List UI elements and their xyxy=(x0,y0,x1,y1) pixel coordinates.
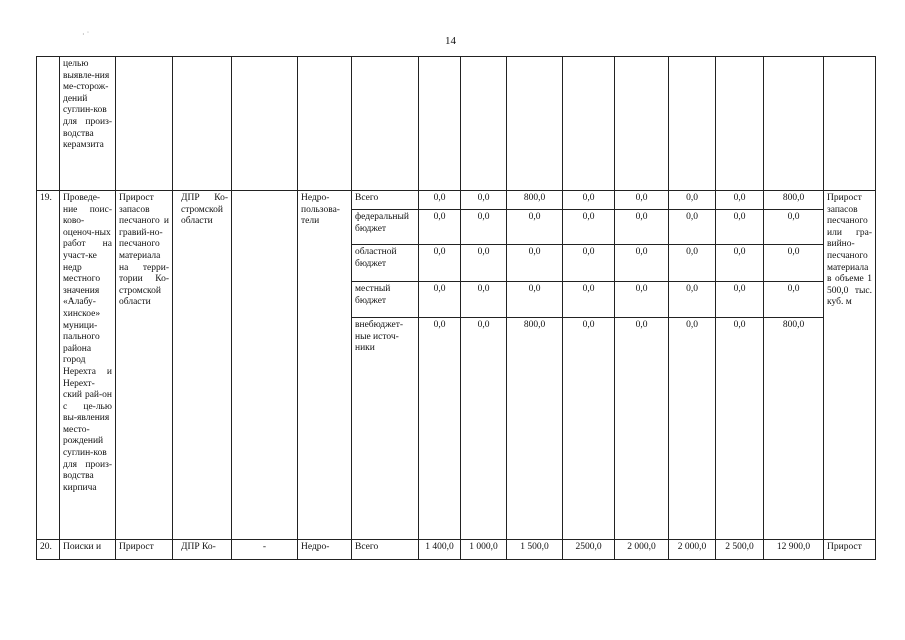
row-number: 20. xyxy=(37,540,60,560)
value-cell: 0,0 xyxy=(461,191,507,210)
cell-value xyxy=(419,57,461,191)
value-cell: 800,0 xyxy=(507,318,563,540)
value-cell: 0,0 xyxy=(669,245,716,282)
cell-coexecutor xyxy=(232,57,298,191)
value-cell: 2 500,0 xyxy=(716,540,764,560)
row-coexecutor xyxy=(232,191,298,540)
cell-num xyxy=(37,57,60,191)
value-cell: 0,0 xyxy=(669,210,716,245)
value-cell: 0,0 xyxy=(563,210,615,245)
row-result: Прирост запасов песчаного или гра-вийно-песчаного материала в объеме 1 500,0 тыс. куб. м xyxy=(824,191,876,540)
value-cell: 0,0 xyxy=(716,245,764,282)
scan-specks: · ˙ xyxy=(82,30,90,39)
value-cell: 0,0 xyxy=(716,282,764,318)
value-cell: 0,0 xyxy=(507,282,563,318)
value-cell: 0,0 xyxy=(461,245,507,282)
value-cell: 0,0 xyxy=(419,282,461,318)
source-label: внебюджет-ные источ-ники xyxy=(352,318,419,540)
source-label: федеральный бюджет xyxy=(352,210,419,245)
value-cell: 1 400,0 xyxy=(419,540,461,560)
cell-value xyxy=(507,57,563,191)
row-name: Проведе-ние поис-ково-оценоч-ных работ на участ-ке недр местного значения «Алабу-хинское» муници-пального района город Нерехта и Нерехт-ский рай-он с це-лью вы-явления место-рождений суглин-ков для произ-водства кирпича xyxy=(60,191,116,540)
row-finance-source: Недро- xyxy=(298,540,352,560)
value-cell: 0,0 xyxy=(764,245,824,282)
cell-source xyxy=(352,57,419,191)
page-number: 14 xyxy=(445,35,456,47)
value-cell: 0,0 xyxy=(615,210,669,245)
value-cell: 12 900,0 xyxy=(764,540,824,560)
row-name: Поиски и xyxy=(60,540,116,560)
value-cell: 0,0 xyxy=(615,245,669,282)
table-row xyxy=(37,57,876,191)
value-cell: 0,0 xyxy=(461,282,507,318)
value-cell: 1 500,0 xyxy=(507,540,563,560)
value-cell: 0,0 xyxy=(764,210,824,245)
cell-goal xyxy=(116,57,173,191)
value-cell: 0,0 xyxy=(716,318,764,540)
value-cell: 0,0 xyxy=(716,191,764,210)
value-cell: 2500,0 xyxy=(563,540,615,560)
value-cell: 2 000,0 xyxy=(615,540,669,560)
value-cell: 800,0 xyxy=(764,191,824,210)
cell-result xyxy=(824,57,876,191)
row-result: Прирост xyxy=(824,540,876,560)
value-cell: 0,0 xyxy=(716,210,764,245)
row-executor: ДПР Ко- xyxy=(173,540,232,560)
value-cell: 0,0 xyxy=(615,282,669,318)
value-cell: 0,0 xyxy=(615,318,669,540)
row-goal: Прирост xyxy=(116,540,173,560)
value-cell: 0,0 xyxy=(563,245,615,282)
row-number: 19. xyxy=(37,191,60,540)
value-cell: 0,0 xyxy=(669,191,716,210)
value-cell: 0,0 xyxy=(419,245,461,282)
value-cell: 0,0 xyxy=(615,191,669,210)
value-cell: 0,0 xyxy=(507,210,563,245)
row-coexecutor: - xyxy=(232,540,298,560)
table-row xyxy=(37,540,876,560)
value-cell: 0,0 xyxy=(507,245,563,282)
program-table xyxy=(36,56,876,560)
value-cell: 800,0 xyxy=(764,318,824,540)
cell-executor xyxy=(173,57,232,191)
value-cell: 0,0 xyxy=(461,210,507,245)
value-cell: 800,0 xyxy=(507,191,563,210)
cell-name: целью выявле-ния ме-сторож-дений суглин-ков для произ-водства керамзита xyxy=(60,57,116,191)
value-cell: 0,0 xyxy=(669,282,716,318)
cell-value xyxy=(461,57,507,191)
row-executor: ДПР Ко-стромской области xyxy=(173,191,232,540)
cell-value xyxy=(615,57,669,191)
cell-value xyxy=(563,57,615,191)
cell-finance-source xyxy=(298,57,352,191)
value-cell: 0,0 xyxy=(669,318,716,540)
source-label: Всего xyxy=(352,540,419,560)
value-cell: 0,0 xyxy=(563,282,615,318)
source-label: областной бюджет xyxy=(352,245,419,282)
value-cell: 0,0 xyxy=(419,318,461,540)
source-label: местный бюджет xyxy=(352,282,419,318)
value-cell: 1 000,0 xyxy=(461,540,507,560)
value-cell: 0,0 xyxy=(764,282,824,318)
value-cell: 0,0 xyxy=(563,318,615,540)
cell-value xyxy=(764,57,824,191)
value-cell: 0,0 xyxy=(461,318,507,540)
table-row xyxy=(37,191,876,210)
value-cell: 2 000,0 xyxy=(669,540,716,560)
cell-value xyxy=(716,57,764,191)
value-cell: 0,0 xyxy=(563,191,615,210)
cell-value xyxy=(669,57,716,191)
row-finance-source: Недро-пользова-тели xyxy=(298,191,352,540)
source-label: Всего xyxy=(352,191,419,210)
value-cell: 0,0 xyxy=(419,210,461,245)
row-goal: Прирост запасов песчаного и гравий-но-песчаного материала на терри-тории Ко-стромской области xyxy=(116,191,173,540)
value-cell: 0,0 xyxy=(419,191,461,210)
